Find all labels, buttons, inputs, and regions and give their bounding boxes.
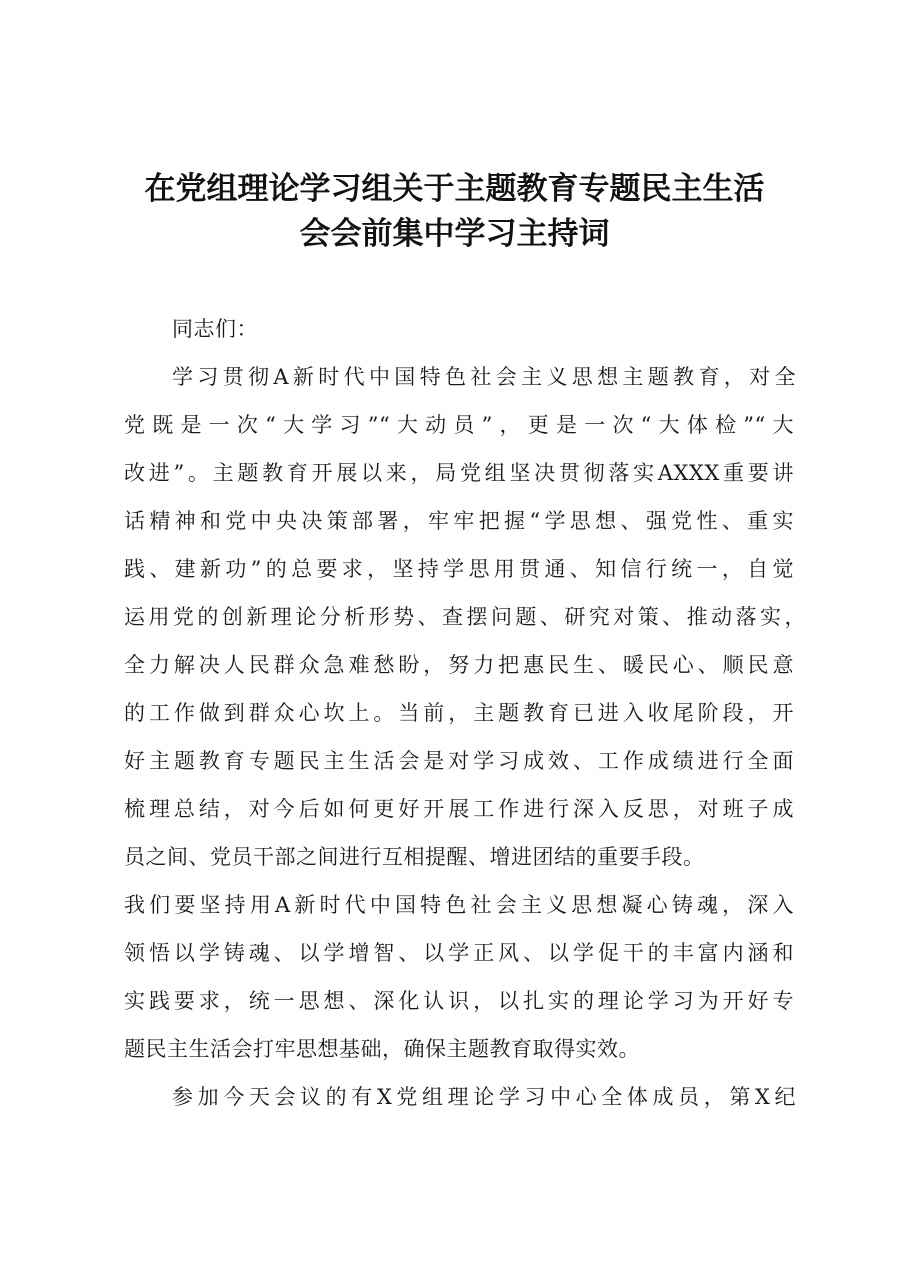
paragraph-1-line: 全力解决人民群众急难愁盼，努力把惠民生、暖民心、顺民意	[124, 653, 794, 677]
paragraph-1-line: 的工作做到群众心坎上。当前，主题教育已进入收尾阶段，开	[124, 701, 794, 725]
paragraph-2-line: 参加今天会议的有X党组理论学习中心全体成员，第X纪	[172, 1085, 796, 1109]
paragraph-1-line: 好主题教育专题民主生活会是对学习成效、工作成绩进行全面	[124, 749, 794, 773]
paragraph-1-line: 我们要坚持用A新时代中国特色社会主义思想凝心铸魂，深入	[124, 893, 794, 917]
paragraph-1-line: 员之间、党员干部之间进行互相提醒、增进团结的重要手段。	[124, 845, 705, 869]
paragraph-1-line: 学习贯彻A新时代中国特色社会主义思想主题教育，对全	[172, 365, 796, 389]
paragraph-1-line: 话精神和党中央决策部署，牢牢把握“学思想、强党性、重实	[124, 509, 794, 533]
paragraph-1-line: 党既是一次“大学习”“大动员”，更是一次“大体检”“大	[124, 413, 794, 437]
paragraph-1-line: 运用党的创新理论分析形势、查摆问题、研究对策、推动落实，	[124, 605, 806, 629]
paragraph-1-line: 题民主生活会打牢思想基础，确保主题教育取得实效。	[124, 1037, 640, 1061]
paragraph-1-line: 改进”。主题教育开展以来，局党组坚决贯彻落实AXXX重要讲	[124, 461, 794, 485]
paragraph-1-line: 践、建新功”的总要求，坚持学思用贯通、知信行统一，自觉	[124, 557, 794, 581]
paragraph-1-line: 实践要求，统一思想、深化认识，以扎实的理论学习为开好专	[124, 989, 794, 1013]
document-title-line-2: 会会前集中学习主持词	[299, 216, 610, 252]
salutation: 同志们：	[172, 317, 258, 341]
paragraph-1-line: 领悟以学铸魂、以学增智、以学正风、以学促干的丰富内涵和	[124, 941, 794, 965]
document-title-line-1: 在党组理论学习组关于主题教育专题民主生活	[144, 171, 765, 207]
paragraph-1-line: 梳理总结，对今后如何更好开展工作进行深入反思，对班子成	[124, 797, 794, 821]
